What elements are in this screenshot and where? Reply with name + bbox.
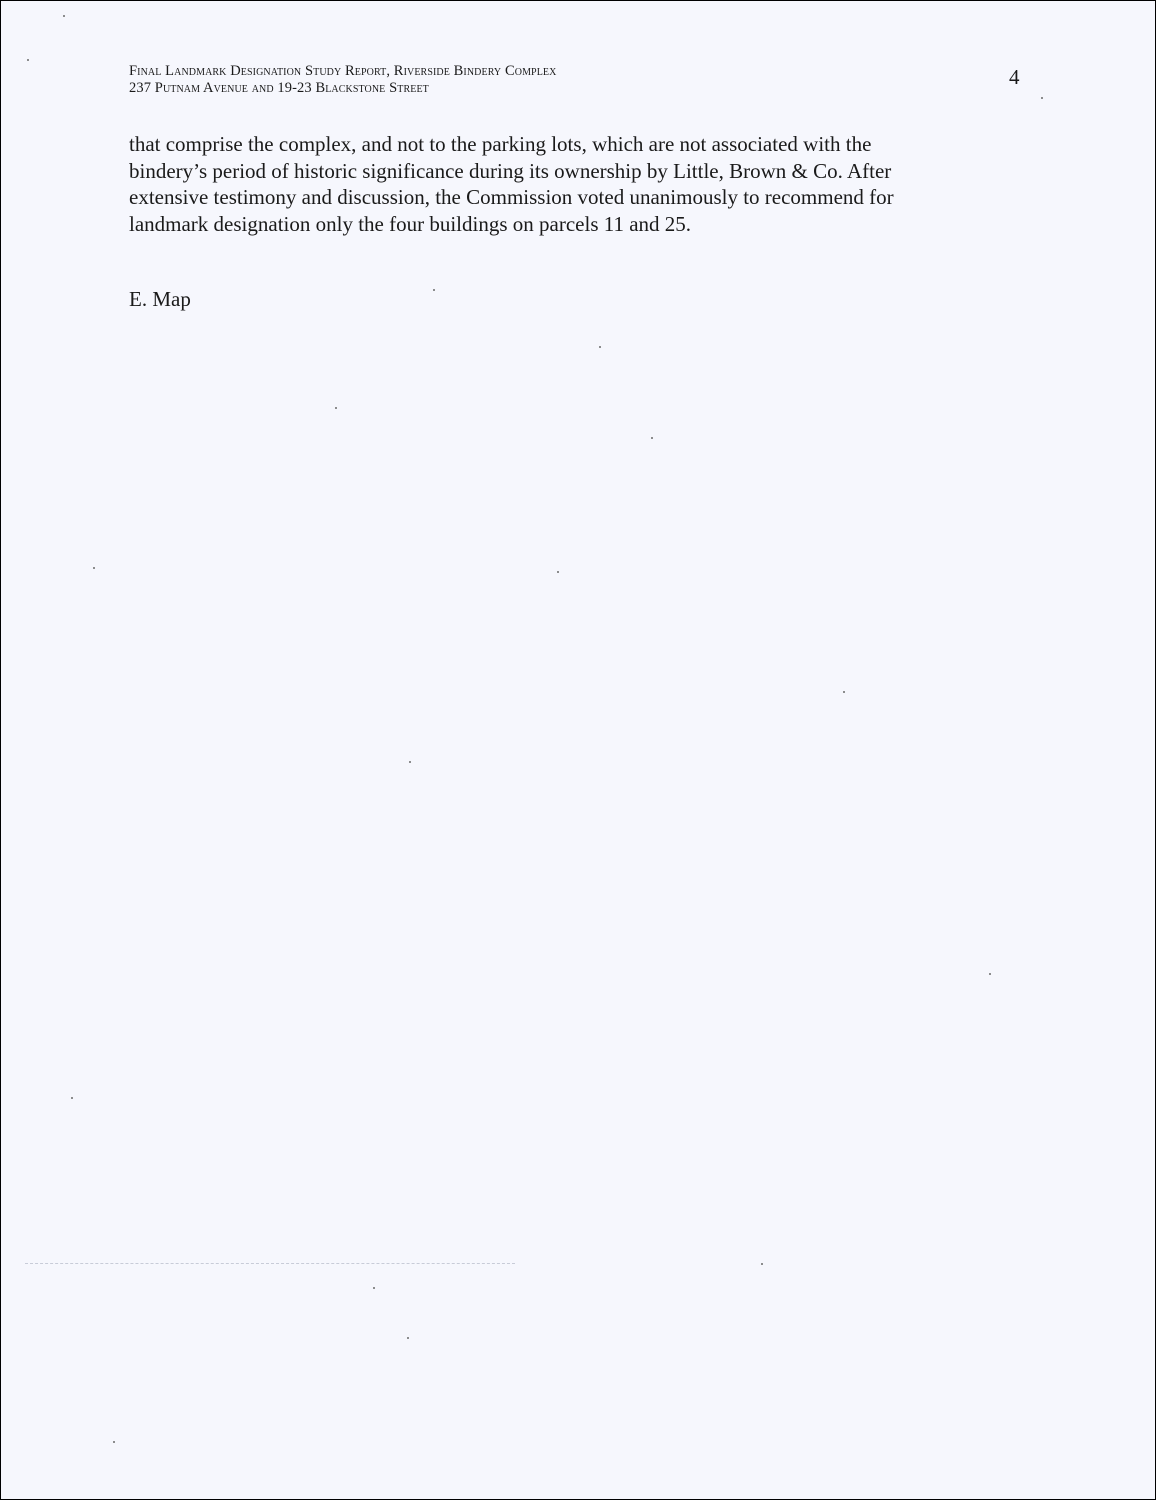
scan-speck: [373, 1287, 375, 1289]
header-title-line: Final Landmark Designation Study Report, Riverside Bindery Complex: [129, 63, 557, 79]
body-line: landmark designation only the four buildings on parcels 11 and 25.: [129, 211, 692, 236]
scan-speck: [557, 571, 559, 573]
scan-speck: [651, 437, 653, 439]
section-heading-map: E. Map: [129, 287, 191, 311]
body-paragraph: [129, 131, 989, 237]
body-line: that comprise the complex, and not to the parking lots, which are not associated with the: [129, 132, 872, 156]
scan-speck: [407, 1337, 409, 1339]
scan-speck: [71, 1097, 73, 1099]
scan-speck: [843, 691, 845, 693]
running-header: [129, 63, 556, 97]
scan-artifact-line: [25, 1263, 515, 1264]
body-line: bindery’s period of historic significance during its ownership by Little, Brown & Co. After: [129, 158, 892, 183]
scan-speck: [989, 973, 991, 975]
page-number: 4: [1009, 65, 1020, 89]
scan-speck: [27, 59, 29, 61]
scan-speck: [599, 346, 601, 348]
body-line: extensive testimony and discussion, the Commission voted unanimously to recommend for: [129, 185, 894, 209]
scan-speck: [1041, 97, 1043, 99]
scan-speck: [409, 761, 411, 763]
scan-speck: [113, 1441, 115, 1443]
header-address-line: 237 Putnam Avenue and 19-23 Blackstone Street: [129, 80, 429, 96]
scan-speck: [335, 407, 337, 409]
scan-speck: [63, 15, 65, 17]
scan-speck: [433, 289, 435, 291]
scan-speck: [761, 1263, 763, 1265]
scan-speck: [93, 567, 95, 569]
